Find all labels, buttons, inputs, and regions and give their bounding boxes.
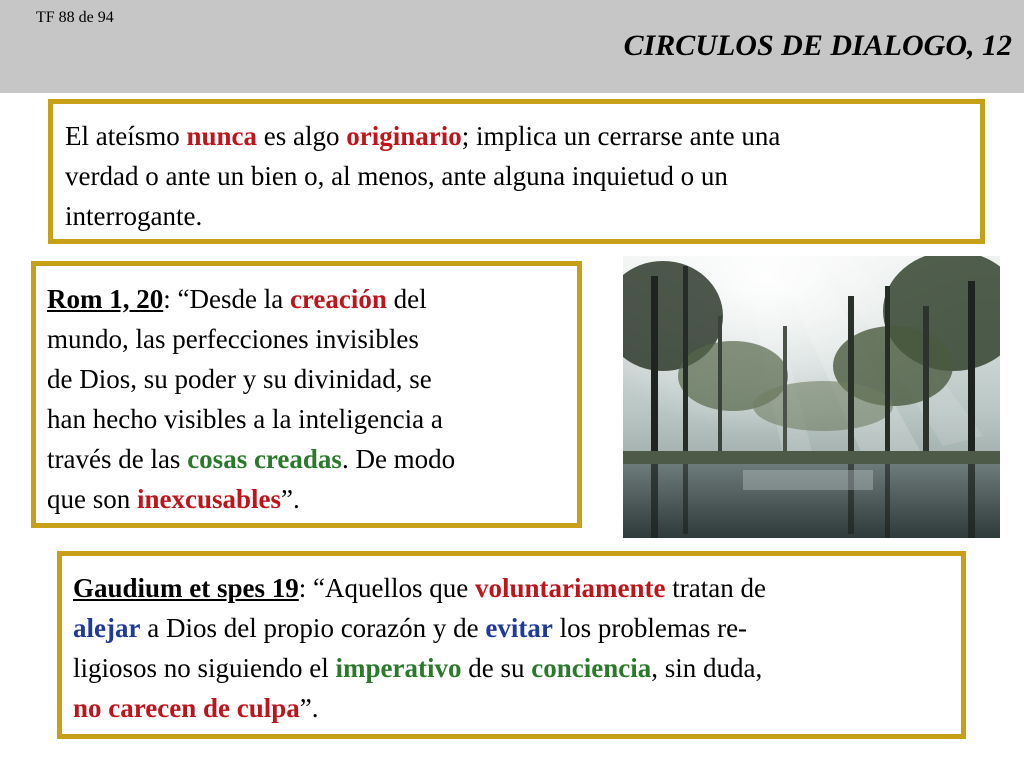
text-run-plain: El ateísmo bbox=[65, 121, 187, 151]
romans-line-5 bbox=[47, 439, 577, 479]
text-run-blue: alejar bbox=[73, 613, 141, 643]
gaudium-line-2 bbox=[73, 608, 961, 648]
romans-line-6 bbox=[47, 479, 577, 519]
text-run-plain: a Dios del propio corazón y de bbox=[140, 613, 486, 643]
forest-lake-photo bbox=[623, 256, 1000, 538]
text-run-green: conciencia bbox=[531, 653, 652, 683]
gaudium-et-spes-quote-box bbox=[57, 551, 966, 739]
slide-header bbox=[0, 0, 1024, 93]
text-run-plain: los problemas re- bbox=[552, 613, 748, 643]
text-run-red: nunca bbox=[186, 121, 258, 151]
romans-quote-box bbox=[31, 261, 582, 528]
text-run-plain: es algo bbox=[257, 121, 347, 151]
text-run-blue: evitar bbox=[485, 613, 553, 643]
gaudium-line-1 bbox=[73, 568, 961, 608]
atheism-line-3: interrogante. bbox=[65, 201, 203, 231]
gaudium-line-4 bbox=[73, 688, 961, 728]
atheism-line-2: verdad o ante un bien o, al menos, ante alguna inquietud o un bbox=[65, 161, 728, 191]
text-run-red: originario bbox=[346, 121, 462, 151]
atheism-statement-box bbox=[48, 99, 985, 244]
text-run-plain: ; implica un cerrarse ante una bbox=[461, 121, 781, 151]
text-run-plain: de su bbox=[461, 653, 532, 683]
text-run-plain: ligiosos no siguiendo el bbox=[73, 653, 336, 683]
slide-counter: TF 88 de 94 bbox=[36, 9, 114, 26]
text-run-plain: , sin duda, bbox=[651, 653, 763, 683]
text-run-plain: tratan de bbox=[665, 573, 766, 603]
text-run-ref: Rom 1, 20 bbox=[47, 284, 164, 314]
atheism-line-1 bbox=[65, 116, 980, 156]
slide-title: CIRCULOS DE DIALOGO, 12 bbox=[623, 29, 1012, 62]
text-run-plain: del bbox=[386, 284, 427, 314]
text-run-plain: que son bbox=[47, 484, 137, 514]
text-run-green: cosas creadas bbox=[187, 444, 342, 474]
text-run-red: creación bbox=[289, 284, 387, 314]
romans-line-4: han hecho visibles a la inteligencia a bbox=[47, 404, 443, 434]
romans-line-2: mundo, las perfecciones invisibles bbox=[47, 324, 419, 354]
text-run-plain: : “Desde la bbox=[163, 284, 290, 314]
text-run-ref: Gaudium et spes 19 bbox=[73, 573, 299, 603]
text-run-plain: ”. bbox=[299, 693, 319, 723]
text-run-plain: ”. bbox=[281, 484, 300, 514]
text-run-red: voluntariamente bbox=[475, 573, 666, 603]
text-run-plain: través de las bbox=[47, 444, 188, 474]
romans-line-1 bbox=[47, 279, 577, 319]
text-run-green: imperativo bbox=[335, 653, 462, 683]
text-run-red: inexcusables bbox=[137, 484, 282, 514]
text-run-red: no carecen de culpa bbox=[73, 693, 300, 723]
gaudium-line-3 bbox=[73, 648, 961, 688]
text-run-plain: . De modo bbox=[341, 444, 456, 474]
text-run-plain: : “Aquellos que bbox=[298, 573, 476, 603]
romans-line-3: de Dios, su poder y su divinidad, se bbox=[47, 364, 432, 394]
